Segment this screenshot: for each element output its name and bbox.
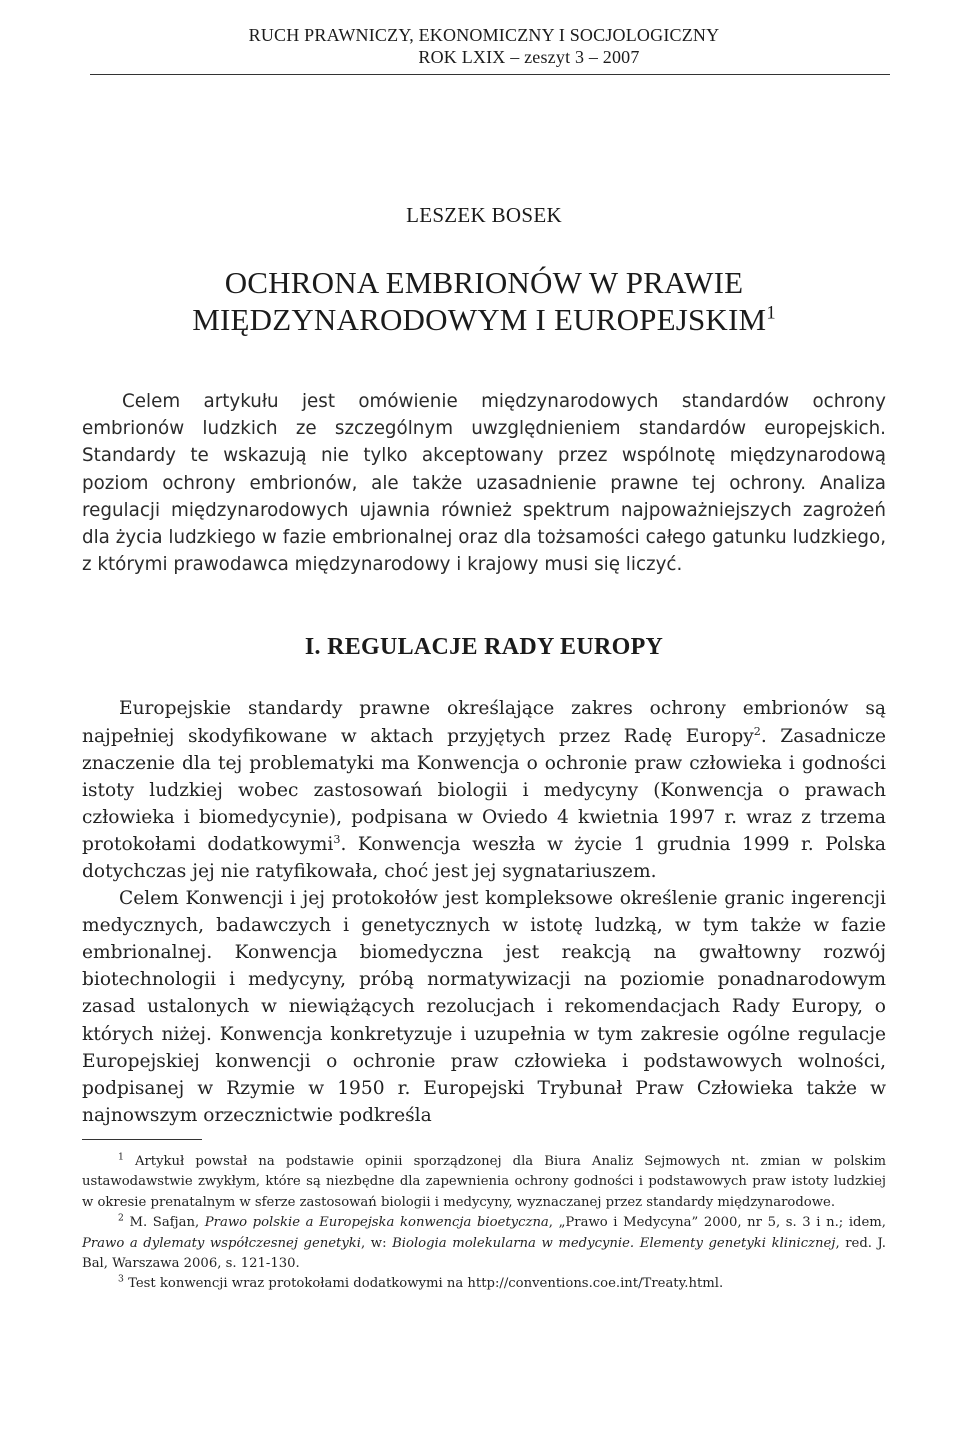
title-footnote-ref[interactable]: 1 bbox=[766, 302, 776, 324]
footnote-ref-2[interactable]: 2 bbox=[753, 724, 761, 738]
footnote-3-text[interactable]: Test konwencji wraz protokołami dodatkowymi na http://conventions.coe.int/Treaty.html. bbox=[123, 1276, 724, 1292]
footnote-rule bbox=[82, 1139, 202, 1140]
footnote-3-mark: 3 bbox=[118, 1273, 124, 1285]
footnote-3 bbox=[82, 1274, 886, 1294]
abstract: Celem artykułu jest omówienie międzynarodowych standardów ochrony embrionów ludzkich ze szczególnym uwzględnieniem standardów europejskich. Standardy te wskazują nie tylko akceptowany przez wspólnotę międzynarodową poziom ochrony embrionów, ale także uzasadnienie prawne tej ochrony. Analiza regulacji międzynarodowych ujawnia również spektrum najpoważniejszych zagrożeń dla życia ludzkiego w fazie embrionalnej oraz dla tożsamości całego gatunku ludzkiego, z którymi prawodawca międzynarodowy i krajowy musi się liczyć. bbox=[82, 391, 886, 576]
footnote-2-connector: , w: bbox=[361, 1235, 393, 1251]
title-line-2 bbox=[82, 301, 886, 338]
footnote-2-source-2: , red. J. Bal, Warszawa 2006, s. 121-130. bbox=[82, 1235, 886, 1271]
paragraph-1-part-2: . Zasadnicze znaczenie dla tej problematyki ma Konwencja o ochronie praw człowieka i godności istoty ludzkiej wobec zastosowań biologii i medycyny (Konwencja o prawach człowieka i biomedycynie), podpisana w Oviedo 4 kwietnia 1997 r. wraz z trzema protokołami dodatkowymi bbox=[82, 725, 886, 855]
footnote-ref-3[interactable]: 3 bbox=[333, 832, 341, 846]
paragraph-2: Celem Konwencji i jej protokołów jest kompleksowe określenie granic ingerencji medycznych, badawczych i genetycznych w istotę ludzką, w tym także w fazie embrionalnej. Konwencja biomedyczna jest reakcją na gwałtowny rozwój biotechnologii i medycyny, próbą normatywizacji na poziomie ponadnarodowym zasad ustalonych w niewiążących rezolucjach i rekomendacjach Rady Europy, o których niżej. Konwencja konkretyzuje i uzupełnia w tym zakresie ogólne regulacje Europejskiej konwencji o ochronie praw człowieka i podstawowych wolności, podpisanej w Rzymie w 1950 r. Europejski Trybunał Praw Człowieka także w najnowszym orzecznictwie podkreśla bbox=[82, 888, 886, 1126]
footnote-2-title-1: Prawo polskie a Europejska konwencja bioetyczna bbox=[204, 1215, 549, 1231]
footnote-1 bbox=[82, 1152, 886, 1213]
paragraph-1-part-3: . Konwencja weszła w życie 1 grudnia 1999 r. Polska dotychczas jej nie ratyfikowała, choć jest jej sygnatariuszem. bbox=[82, 833, 887, 882]
body-text bbox=[82, 695, 886, 1129]
footnote-2-book-title: Biologia molekularna w medycynie. Elementy genetyki klinicznej bbox=[392, 1235, 836, 1251]
issue-info: ROK LXIX – zeszyt 3 – 2007 bbox=[418, 47, 640, 67]
title-line-1: OCHRONA EMBRIONÓW W PRAWIE bbox=[224, 265, 744, 300]
footnote-2 bbox=[82, 1213, 886, 1274]
footnote-2-source-1: , „Prawo i Medycyna” 2000, nr 5, s. 3 i n.; idem, bbox=[548, 1215, 886, 1231]
footnote-1-mark: 1 bbox=[118, 1151, 124, 1163]
running-head bbox=[82, 0, 886, 68]
paragraph-1-part-1: Europejskie standardy prawne określające zakres ochrony embrionów są najpełniej skodyfikowane w aktach przyjętych przez Radę Europy bbox=[82, 698, 886, 747]
footnote-1-text: Artykuł powstał na podstawie opinii sporządzonej dla Biura Analiz Sejmowych nt. zmian w polskim ustawodawstwie zwykłym, które są niezbędne dla zapewnienia ochrony godności i podstawowych praw istoty ludzkiej w okresie prenatalnym w sferze zastosowań biologii i medycyny, wyznaczanej przez standardy międzynarodowe. bbox=[82, 1153, 886, 1210]
footnote-2-mark: 2 bbox=[118, 1212, 124, 1224]
section-heading: I. REGULACJE RADY EUROPY bbox=[304, 634, 664, 661]
paragraph-1 bbox=[82, 695, 886, 885]
journal-name: RUCH PRAWNICZY, EKONOMICZNY I SOCJOLOGICZNY bbox=[248, 25, 720, 45]
title-line-2-text: MIĘDZYNARODOWYM I EUROPEJSKIM bbox=[192, 302, 767, 337]
header-rule bbox=[90, 74, 890, 75]
footnote-2-author: M. Safjan, bbox=[123, 1215, 205, 1231]
author-name: LESZEK BOSEK bbox=[406, 203, 562, 227]
footnotes bbox=[82, 1152, 886, 1295]
article-title bbox=[82, 264, 886, 338]
footnote-2-title-2: Prawo a dylematy współczesnej genetyki bbox=[82, 1235, 362, 1251]
